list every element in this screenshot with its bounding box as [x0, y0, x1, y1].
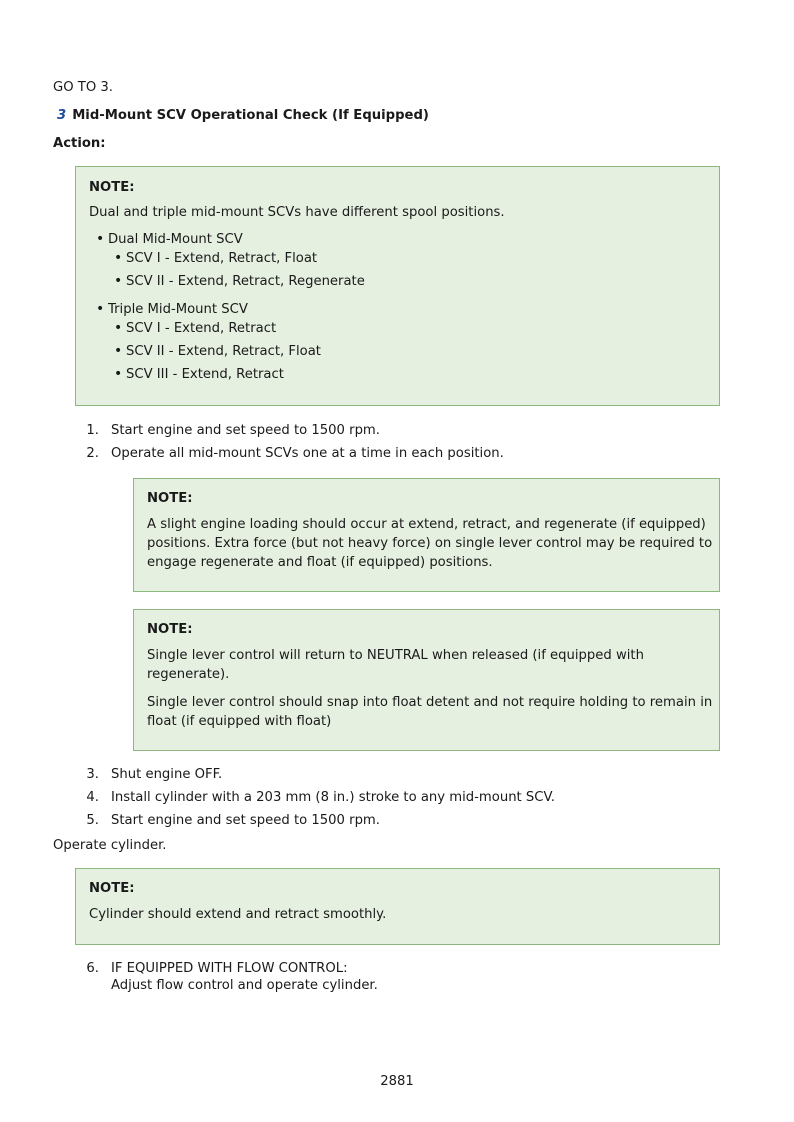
- note-line: engage regenerate and float (if equipped) positions.: [147, 555, 493, 570]
- note-engine-loading: [133, 478, 720, 592]
- list-item-triple: • Triple Mid-Mount SCV: [108, 302, 248, 317]
- step-5: [85, 813, 685, 832]
- list-item: • SCV II - Extend, Retract, Float: [126, 344, 321, 359]
- step-text: [111, 961, 378, 993]
- note-line: float (if equipped with float): [147, 714, 332, 729]
- note-single-lever: [133, 609, 720, 751]
- note-line: Single lever control will return to NEUTRAL when released (if equipped with: [147, 648, 644, 663]
- list-item: • SCV II - Extend, Retract, Regenerate: [126, 274, 365, 289]
- note-paragraph: [147, 646, 644, 684]
- note-title: NOTE:: [147, 491, 193, 506]
- list-item-dual: • Dual Mid-Mount SCV: [108, 232, 243, 247]
- note-body: Cylinder should extend and retract smoothly.: [89, 907, 387, 922]
- note-line: regenerate).: [147, 667, 230, 682]
- list-item: • SCV I - Extend, Retract, Float: [126, 251, 317, 266]
- section-number: 3: [57, 108, 67, 123]
- note-paragraph: [147, 693, 712, 731]
- note-title: NOTE:: [147, 622, 193, 637]
- step-text: Shut engine OFF.: [111, 767, 223, 782]
- note-spool-positions: [75, 166, 720, 406]
- note-line: A slight engine loading should occur at extend, retract, and regenerate (if equipped): [147, 517, 706, 532]
- note-body: [147, 515, 712, 572]
- note-line: positions. Extra force (but not heavy force) on single lever control may be required to: [147, 536, 713, 551]
- list-item: • SCV I - Extend, Retract: [126, 321, 276, 336]
- step-number: 2.: [86, 446, 99, 461]
- step-text: Operate all mid-mount SCVs one at a time in each position.: [111, 446, 504, 461]
- step-number: 5.: [86, 813, 99, 828]
- note-intro: Dual and triple mid-mount SCVs have different spool positions.: [89, 205, 505, 220]
- step-text: Install cylinder with a 203 mm (8 in.) stroke to any mid-mount SCV.: [111, 790, 556, 805]
- step-2: [85, 446, 685, 465]
- list-item: • SCV III - Extend, Retract: [126, 367, 284, 382]
- step-number: 1.: [86, 423, 99, 438]
- step-number: 6.: [86, 961, 99, 976]
- step-6: [85, 961, 685, 1001]
- step-line: Adjust flow control and operate cylinder.: [111, 978, 378, 993]
- section-title: Mid-Mount SCV Operational Check (If Equipped): [72, 108, 429, 123]
- step-4: [85, 790, 685, 809]
- step-text: Start engine and set speed to 1500 rpm.: [111, 813, 380, 828]
- note-line: Single lever control should snap into float detent and not require holding to remain in: [147, 695, 713, 710]
- note-cylinder: [75, 868, 720, 945]
- step-1: [85, 423, 685, 442]
- note-title: NOTE:: [89, 881, 135, 896]
- step-text: Start engine and set speed to 1500 rpm.: [111, 423, 380, 438]
- note-title: NOTE:: [89, 180, 135, 195]
- section-heading: [57, 106, 429, 125]
- step-3: [85, 767, 685, 786]
- step-line: IF EQUIPPED WITH FLOW CONTROL:: [111, 961, 348, 976]
- action-label: Action:: [53, 136, 106, 151]
- step-number: 4.: [86, 790, 99, 805]
- step-number: 3.: [86, 767, 99, 782]
- page-number: 2881: [380, 1074, 414, 1089]
- operate-text: Operate cylinder.: [53, 838, 167, 853]
- goto-text: GO TO 3.: [53, 80, 114, 95]
